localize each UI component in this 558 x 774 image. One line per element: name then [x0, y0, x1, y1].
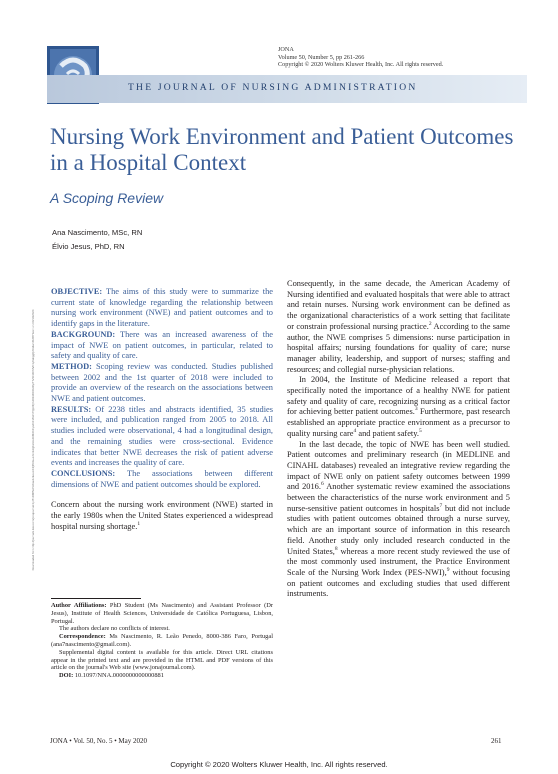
body-text: In 2004, the Institute of Medicine released a report that specifically noted the importance of a healthy NWE for patient safety and quality of care, recognizing nursing as a critical factor for achieving better patient outcomes.	[287, 375, 510, 417]
body-paragraph	[287, 440, 510, 601]
body-text: Consequently, in the same decade, the American Academy of Nursing identified and evaluated hospitals that were able to attract and retain nurses. Nursing work environment can be defined as the organizational characteristics of a work setting that facilitate or constrain professional nursing practice.	[287, 279, 510, 331]
abstract-heading: METHOD:	[51, 361, 92, 371]
citation-ref: 7	[439, 502, 443, 509]
abstract-conclusions	[51, 469, 273, 490]
abstract-background	[51, 330, 273, 362]
journal-abbrev: JONA	[278, 46, 294, 53]
citation-ref: 9	[446, 567, 450, 574]
article-title: Nursing Work Environment and Patient Outcomes in a Hospital Context	[50, 124, 514, 175]
citation-ref: 2	[428, 321, 432, 328]
body-text: without focusing on patient outcomes and excluding studies that used different instruments.	[287, 567, 511, 599]
author-1: Ana Nascimento, MSc, RN	[52, 228, 143, 237]
body-paragraph	[287, 375, 510, 439]
abstract-text: Of 2238 titles and abstracts identified, 35 studies were included, and publication ranged from 2005 to 2018. All studies included were observational, 4 had a longitudinal design, and the remaining studies were cross-sectional. Evidence indicates that better NWE decreases the risk of patient adverse events and increases the quality of care.	[51, 404, 274, 468]
footnote-conflict: The authors declare no conflicts of interest.	[59, 625, 170, 633]
footnote-supplemental: Supplemental digital content is available for this article. Direct URL citations appear in the printed text and are provided in the HTML and PDF versions of this article on the journal's Web site (www.jonajournal.com).	[51, 648, 273, 672]
footnotes	[51, 602, 273, 680]
body-text: Concern about the nursing work environment (NWE) started in the early 1980s when the United States experienced a widespread hospital nursing shortage.	[51, 500, 273, 531]
abstract-text: The aims of this study were to summarize the current state of knowledge regarding the relationship between nursing work environment (NWE) and patient outcomes and to identify gaps in the literature.	[51, 287, 273, 329]
footnote-affiliations	[51, 602, 273, 625]
citation-ref: 8	[334, 545, 338, 552]
author-2: Élvio Jesus, PhD, RN	[52, 242, 125, 251]
page-copyright: Copyright © 2020 Wolters Kluwer Health, Inc. All rights reserved.	[170, 760, 388, 769]
author-list	[52, 226, 142, 254]
body-text: According to the same author, the NWE comprises 5 dimensions: nurse participation in hospital affairs; nursing foundations for quality of care; nurse manager ability, leadership, and support of nurses; staffing and resources; and collegial nurse-physician relations.	[287, 321, 511, 374]
abstract-heading: OBJECTIVE:	[51, 287, 103, 296]
abstract-heading: RESULTS:	[51, 404, 92, 414]
page-footer-citation: JONA • Vol. 50, No. 5 • May 2020	[50, 737, 148, 745]
footnote-divider	[51, 598, 141, 599]
abstract-heading: CONCLUSIONS:	[51, 468, 116, 478]
journal-banner-title: THE JOURNAL OF NURSING ADMINISTRATION	[128, 82, 418, 93]
right-column	[287, 279, 510, 600]
page-number: 261	[491, 737, 502, 745]
footnote-text: PhD Student (Ms Nascimento) and Assistant Professor (Dr Jesus), Institute of Health Sciences, Universidade de Católica Portuguesa, Lisbon, Portugal.	[51, 602, 273, 625]
journal-header	[278, 46, 443, 69]
body-text: whereas a more recent study reviewed the use of the most commonly used instrument, the Practice Environment Scale of the Nursing Work Index (PES-NWI),	[287, 546, 510, 577]
footnote-heading: DOI:	[59, 672, 74, 680]
body-text: Furthermore, past research established an appropriate practice environment as a precursor to quality nursing care	[287, 407, 511, 438]
body-text: but did not include studies with patient outcomes obtained through a nurse survey, which are an important source of information in this research field. Another study only included research conducted in the United States,	[287, 503, 510, 556]
citation-ref: 3	[414, 406, 418, 413]
citation-ref: 5	[418, 428, 422, 435]
article-subtitle: A Scoping Review	[50, 190, 164, 206]
footnote-heading: Author Affiliations:	[51, 602, 107, 609]
abstract-text: Scoping review was conducted. Studies published between 2002 and the 1st quarter of 2018 were included to provide an overview of the research on the associations between NWE and patient outcomes.	[51, 361, 273, 404]
body-text: Another systematic review examined the associations between the characteristics of the nurse work environment and 5 nurse-sensitive patient outcomes in hospitals	[287, 482, 510, 513]
doi-link[interactable]: 10.1097/NNA.0000000000000881	[74, 672, 164, 680]
volume-line: Volume 50, Number 5, pp 261-266	[278, 53, 365, 61]
left-column	[51, 287, 273, 541]
citation-ref: 6	[320, 481, 324, 488]
abstract-text: The associations between different dimensions of NWE and patient outcomes should be explored.	[51, 468, 273, 489]
footnote-correspondence	[51, 633, 273, 649]
body-paragraph	[287, 279, 510, 375]
footnote-heading: Correspondence:	[59, 633, 106, 641]
abstract	[51, 287, 273, 490]
download-sidebar-text: Downloaded from http://journals.lww.com/jonajournal by BhDMf5ePHKav1zEoum1tQfN4a+kJLhEZgbsIHo4XMi0hCywCX1AWnYQp/IlQrHD3i3D0OdRyi7TvSFl4Cf3VC1y0abggQZXdtwnfKZBYtws= on 04/14/2024	[31, 309, 35, 571]
body-text: and patient safety.	[356, 428, 419, 438]
citation-ref: 1	[137, 520, 141, 527]
abstract-method	[51, 362, 273, 405]
header-copyright: Copyright © 2020 Wolters Kluwer Health, Inc. All rights reserved.	[278, 61, 444, 69]
footnote-text: Ms Nascimento, R. Leão Penedo, 8000-386 Faro, Portugal (ana7nascimento@gmail.com).	[51, 633, 273, 648]
citation-ref: 4	[353, 428, 357, 435]
body-text: In the last decade, the topic of NWE has been well studied. Patient outcomes and preliminary research (in MEDLINE and CINAHL databases) revealed an integrative review regarding the impact of NWE only on patient safety outcomes between 1999 and 2016.	[287, 439, 510, 492]
abstract-text: There was an increased awareness of the impact of NWE on patient outcomes, in particular, related to safety and quality of care.	[51, 329, 273, 361]
footnote-doi	[51, 672, 273, 680]
abstract-objective	[51, 287, 273, 330]
abstract-heading: BACKGROUND:	[51, 329, 116, 339]
body-paragraph	[51, 500, 273, 532]
abstract-results	[51, 405, 273, 469]
